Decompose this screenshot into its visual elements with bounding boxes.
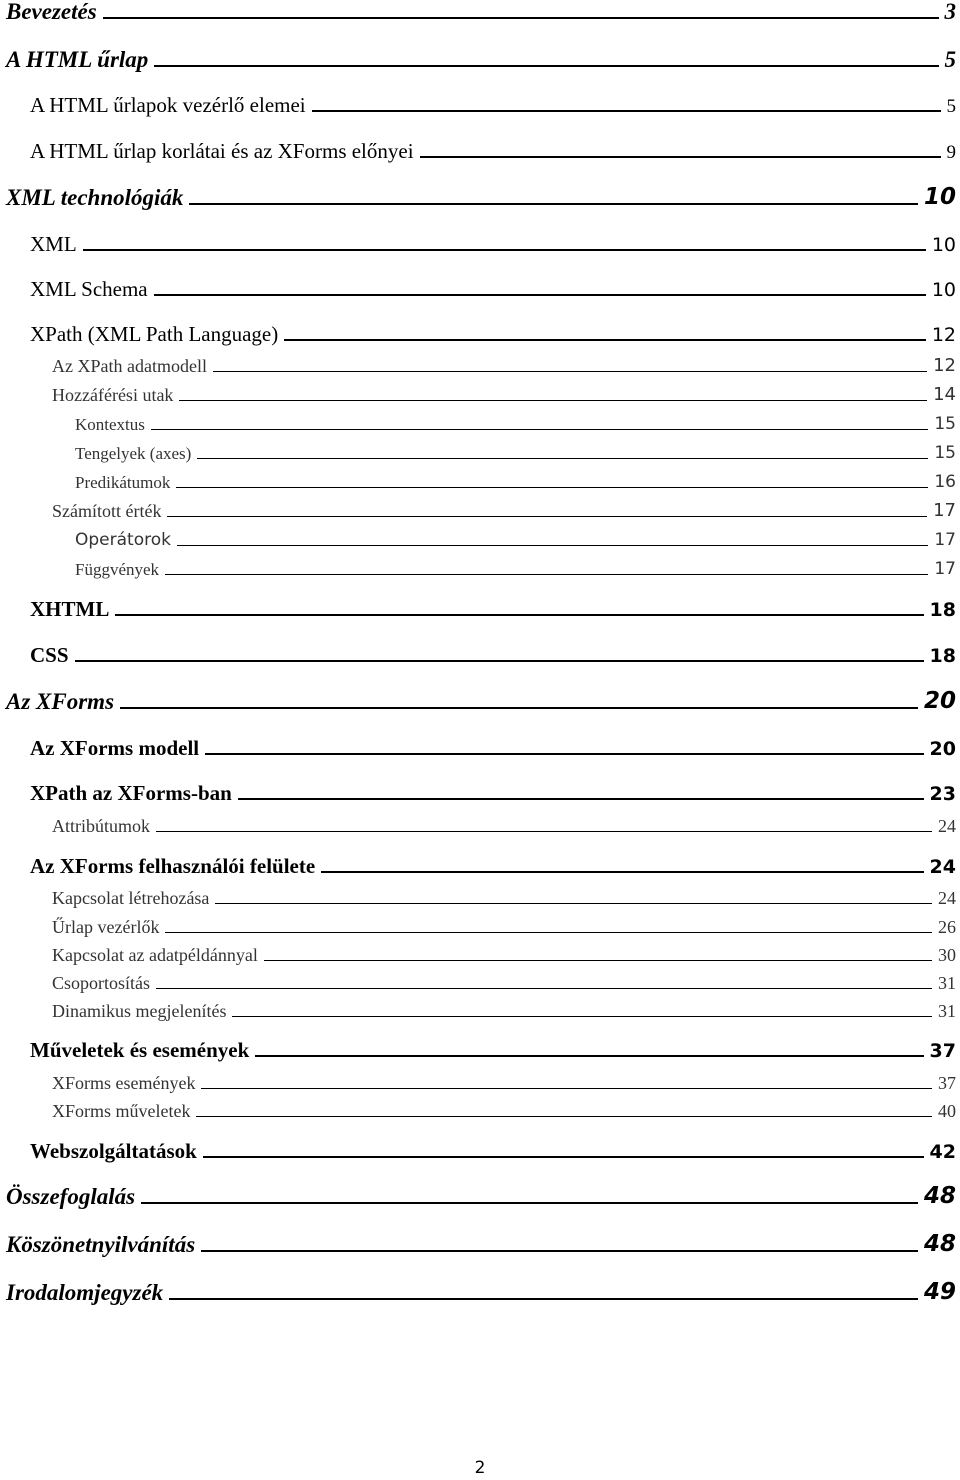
toc-leader-line — [201, 1088, 932, 1089]
toc-entry-title: Összefoglalás — [6, 1184, 136, 1209]
toc-leader-line — [238, 798, 924, 800]
toc-entry[interactable] — [0, 807, 960, 835]
toc-leader-line — [203, 1156, 924, 1158]
toc-entry[interactable] — [0, 272, 960, 300]
toc-entry[interactable] — [0, 434, 960, 462]
toc-entry-page-number: 48 — [923, 1183, 956, 1209]
toc-entry-title: Kapcsolat az adatpéldánnyal — [52, 945, 258, 965]
toc-leader-line — [312, 110, 941, 112]
toc-leader-line — [165, 574, 928, 575]
toc-entry-title: Számított érték — [52, 501, 162, 521]
toc-entry[interactable] — [0, 347, 960, 375]
toc-leader-line — [205, 753, 923, 755]
toc-entry-page-number: 23 — [929, 783, 956, 805]
toc-entry-title: XML technológiák — [6, 185, 184, 210]
toc-leader-line — [167, 516, 927, 517]
toc-leader-line — [196, 1116, 932, 1117]
toc-leader-line — [179, 400, 927, 401]
page-number: 2 — [474, 1458, 486, 1478]
toc-entry[interactable] — [0, 88, 960, 116]
toc-entry[interactable] — [0, 879, 960, 907]
toc-entry-title: Műveletek és események — [30, 1038, 250, 1062]
toc-entry[interactable] — [0, 1276, 960, 1304]
toc-entry[interactable] — [0, 776, 960, 804]
toc-leader-line — [83, 249, 926, 251]
toc-entry[interactable] — [0, 1064, 960, 1092]
toc-entry[interactable] — [0, 592, 960, 620]
toc-entry[interactable] — [0, 1228, 960, 1256]
toc-entry-title: Operátorok — [75, 530, 171, 550]
toc-leader-line — [197, 458, 928, 459]
toc-entry-page-number: 24 — [929, 856, 956, 878]
toc-entry-title: A HTML űrlap korlátai és az XForms előnyei — [30, 139, 414, 163]
toc-leader-line — [120, 707, 918, 709]
toc-leader-line — [103, 17, 939, 19]
toc-entry[interactable] — [0, 1134, 960, 1162]
toc-entry-title: XForms események — [52, 1073, 196, 1093]
toc-entry-page-number: 5 — [944, 47, 956, 72]
toc-entry-page-number: 31 — [938, 973, 956, 993]
toc-entry[interactable] — [0, 1092, 960, 1120]
toc-entry[interactable] — [0, 550, 960, 578]
toc-entry-title: A HTML űrlap — [6, 47, 149, 72]
toc-entry[interactable] — [0, 685, 960, 713]
toc-leader-line — [156, 988, 932, 989]
toc-entry-page-number: 24 — [938, 888, 956, 908]
toc-leader-line — [284, 339, 926, 341]
toc-entry-page-number: 24 — [938, 816, 956, 836]
toc-entry-title: XForms műveletek — [52, 1101, 191, 1121]
toc-entry[interactable] — [0, 1033, 960, 1061]
toc-leader-line — [232, 1016, 932, 1017]
toc-entry-title: Attribútumok — [52, 816, 150, 836]
toc-entry[interactable] — [0, 1180, 960, 1208]
toc-entry[interactable] — [0, 0, 960, 23]
toc-entry-title: Irodalomjegyzék — [6, 1280, 164, 1305]
toc-entry[interactable] — [0, 964, 960, 992]
toc-entry-title: Predikátumok — [75, 473, 171, 492]
toc-entry-page-number: 17 — [934, 530, 956, 550]
toc-entry-title: Tengelyek (axes) — [75, 444, 192, 463]
toc-entry-page-number: 12 — [931, 324, 956, 346]
toc-entry[interactable] — [0, 908, 960, 936]
toc-entry-title: Kapcsolat létrehozása — [52, 888, 210, 908]
toc-entry-page-number: 37 — [938, 1073, 956, 1093]
toc-entry-page-number: 10 — [931, 234, 956, 256]
toc-entry-page-number: 5 — [946, 96, 956, 117]
toc-entry[interactable] — [0, 731, 960, 759]
toc-entry-title: XPath (XML Path Language) — [30, 322, 279, 346]
toc-entry-title: XML — [30, 232, 77, 256]
toc-leader-line — [165, 932, 932, 933]
toc-entry-page-number: 10 — [931, 279, 956, 301]
toc-entry-page-number: 31 — [938, 1001, 956, 1021]
toc-entry-page-number: 30 — [938, 945, 956, 965]
toc-entry-title: A HTML űrlapok vezérlő elemei — [30, 93, 306, 117]
toc-leader-line — [420, 156, 941, 158]
toc-entry-title: Az XForms felhasználói felülete — [30, 854, 316, 878]
toc-leader-line — [154, 294, 926, 296]
toc-entry-title: Dinamikus megjelenítés — [52, 1001, 227, 1021]
toc-entry-title: Csoportosítás — [52, 973, 151, 993]
toc-entry-title: Az XPath adatmodell — [52, 356, 207, 376]
toc-leader-line — [255, 1055, 923, 1057]
toc-entry[interactable] — [0, 992, 960, 1020]
toc-entry-page-number: 20 — [923, 688, 956, 714]
toc-entry-title: Függvények — [75, 560, 160, 579]
toc-entry-title: Köszönetnyilvánítás — [6, 1232, 196, 1257]
toc-leader-line — [75, 660, 924, 662]
toc-entry-page-number: 17 — [934, 559, 956, 579]
toc-entry-page-number: 18 — [929, 645, 956, 667]
toc-entry-title: Az XForms modell — [30, 736, 200, 760]
toc-leader-line — [177, 545, 928, 546]
toc-entry-page-number: 16 — [934, 472, 956, 492]
toc-entry-page-number: 49 — [923, 1279, 956, 1305]
toc-entry-page-number: 12 — [933, 355, 956, 376]
toc-leader-line — [141, 1202, 918, 1204]
toc-entry-page-number: 15 — [934, 414, 956, 434]
toc-leader-line — [201, 1250, 918, 1252]
toc-entry-page-number: 20 — [929, 738, 956, 760]
toc-leader-line — [169, 1298, 918, 1300]
toc-leader-line — [189, 203, 918, 205]
toc-entry-title: Webszolgáltatások — [30, 1139, 197, 1163]
toc-entry[interactable] — [0, 405, 960, 433]
toc-entry[interactable] — [0, 43, 960, 71]
toc-entry-page-number: 26 — [938, 917, 956, 937]
toc-entry[interactable] — [0, 936, 960, 964]
toc-entry[interactable] — [0, 521, 960, 549]
toc-leader-line — [321, 871, 923, 873]
toc-entry[interactable] — [0, 134, 960, 162]
toc-entry[interactable] — [0, 227, 960, 255]
toc-entry[interactable] — [0, 492, 960, 520]
toc-entry-title: XPath az XForms-ban — [30, 781, 232, 805]
toc-entry[interactable] — [0, 376, 960, 404]
toc-leader-line — [156, 831, 932, 832]
toc-entry-page-number: 9 — [946, 142, 956, 163]
toc-entry-page-number: 37 — [929, 1040, 956, 1062]
toc-entry-title: CSS — [30, 643, 69, 667]
toc-entry[interactable] — [0, 317, 960, 345]
toc-entry[interactable] — [0, 849, 960, 877]
toc-entry-title: XHTML — [30, 597, 110, 621]
toc-entry-title: Űrlap vezérlők — [52, 917, 160, 937]
toc-entry-title: Bevezetés — [6, 0, 97, 24]
toc-entry-title: XML Schema — [30, 277, 148, 301]
toc-entry[interactable] — [0, 463, 960, 491]
toc-entry-page-number: 3 — [944, 0, 956, 24]
toc-entry-page-number: 48 — [923, 1231, 956, 1257]
toc-leader-line — [264, 960, 932, 961]
toc-entry[interactable] — [0, 638, 960, 666]
toc-entry[interactable] — [0, 181, 960, 209]
toc-leader-line — [213, 371, 927, 372]
toc-entry-title: Hozzáférési utak — [52, 385, 174, 405]
toc-entry-page-number: 18 — [929, 599, 956, 621]
toc-entry-page-number: 10 — [923, 184, 956, 210]
toc-leader-line — [151, 429, 928, 430]
toc-leader-line — [115, 614, 923, 616]
toc-entry-page-number: 40 — [938, 1101, 956, 1121]
toc-leader-line — [176, 487, 928, 488]
toc-entry-page-number: 14 — [933, 384, 956, 405]
toc-entry-page-number: 17 — [933, 500, 956, 521]
toc-entry-page-number: 42 — [929, 1141, 956, 1163]
toc-leader-line — [154, 65, 938, 67]
toc-entry-page-number: 15 — [934, 443, 956, 463]
toc-entry-title: Kontextus — [75, 415, 145, 434]
toc-leader-line — [215, 903, 932, 904]
toc-entry-title: Az XForms — [6, 689, 115, 714]
